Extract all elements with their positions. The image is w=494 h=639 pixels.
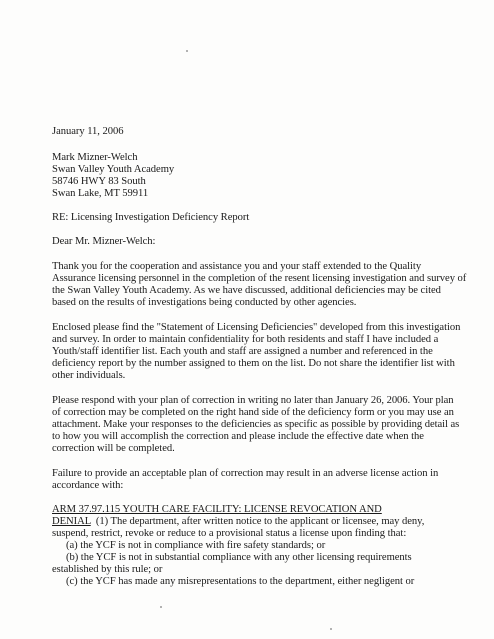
salutation: Dear Mr. Mizner-Welch: [52, 236, 156, 247]
scan-speck [160, 606, 162, 608]
paragraph3-line: attachment. Make your responses to the deficiencies as specific as possible by providing detail as [52, 419, 460, 430]
scan-speck [330, 628, 332, 630]
paragraph1-line: based on the results of investigations being conducted by other agencies. [52, 297, 357, 308]
paragraph1-line: Thank you for the cooperation and assistance you and your staff extended to the Quality [52, 261, 422, 272]
paragraph2-line: other individuals. [52, 370, 126, 381]
paragraph1-line: Assurance licensing personnel in the completion of the resent licensing investigation and survey of [52, 273, 467, 284]
arm-heading-line2: DENIAL [52, 516, 91, 527]
paragraph4-line: Failure to provide an acceptable plan of correction may result in an adverse license action in [52, 468, 439, 479]
paragraph2-line: and survey. In order to maintain confidentiality for both residents and staff I have included a [52, 334, 439, 345]
paragraph2-line: deficiency report by the number assigned to them on the list. Do not share the identifier list with [52, 358, 455, 369]
arm-item-b: (b) the YCF is not in substantial compliance with any other licensing requirements [66, 552, 412, 563]
paragraph3-line: Please respond with your plan of correction in writing no later than January 26, 2006. Your plan [52, 395, 454, 406]
subject-line: RE: Licensing Investigation Deficiency Report [52, 212, 250, 223]
paragraph1-line: the Swan Valley Youth Academy. As we have discussed, additional deficiencies may be cited [52, 285, 441, 296]
arm-item-b-cont: established by this rule; or [52, 564, 163, 575]
recipient-organization: Swan Valley Youth Academy [52, 164, 175, 175]
paragraph3-line: correction will be completed. [52, 443, 175, 454]
arm-heading-line1: ARM 37.97.115 YOUTH CARE FACILITY: LICENSE REVOCATION AND [52, 504, 382, 515]
arm-line2-rest: (1) The department, after written notice to the applicant or licensee, may deny, [90, 516, 425, 527]
arm-item-a: (a) the YCF is not in compliance with fire safety standards; or [66, 540, 326, 551]
paragraph2-line: Enclosed please find the "Statement of Licensing Deficiencies" developed from this investigation [52, 322, 461, 333]
arm-line2 [52, 516, 424, 528]
scan-speck [186, 50, 188, 52]
recipient-street: 58746 HWY 83 South [52, 176, 146, 187]
letter-date: January 11, 2006 [52, 126, 124, 137]
paragraph3-line: of correction may be completed on the right hand side of the deficiency form or you may use an [52, 407, 454, 418]
arm-line3: suspend, restrict, revoke or reduce to a provisional status a license upon finding that: [52, 528, 407, 539]
recipient-city: Swan Lake, MT 59911 [52, 188, 149, 199]
paragraph3-line: to how you will accomplish the correction and please include the effective date when the [52, 431, 424, 442]
paragraph4-line: accordance with: [52, 480, 124, 491]
arm-item-c: (c) the YCF has made any misrepresentations to the department, either negligent or [66, 576, 415, 587]
recipient-name: Mark Mizner-Welch [52, 152, 138, 163]
paragraph2-line: Youth/staff identifier list. Each youth and staff are assigned a number and referenced in the [52, 346, 433, 357]
